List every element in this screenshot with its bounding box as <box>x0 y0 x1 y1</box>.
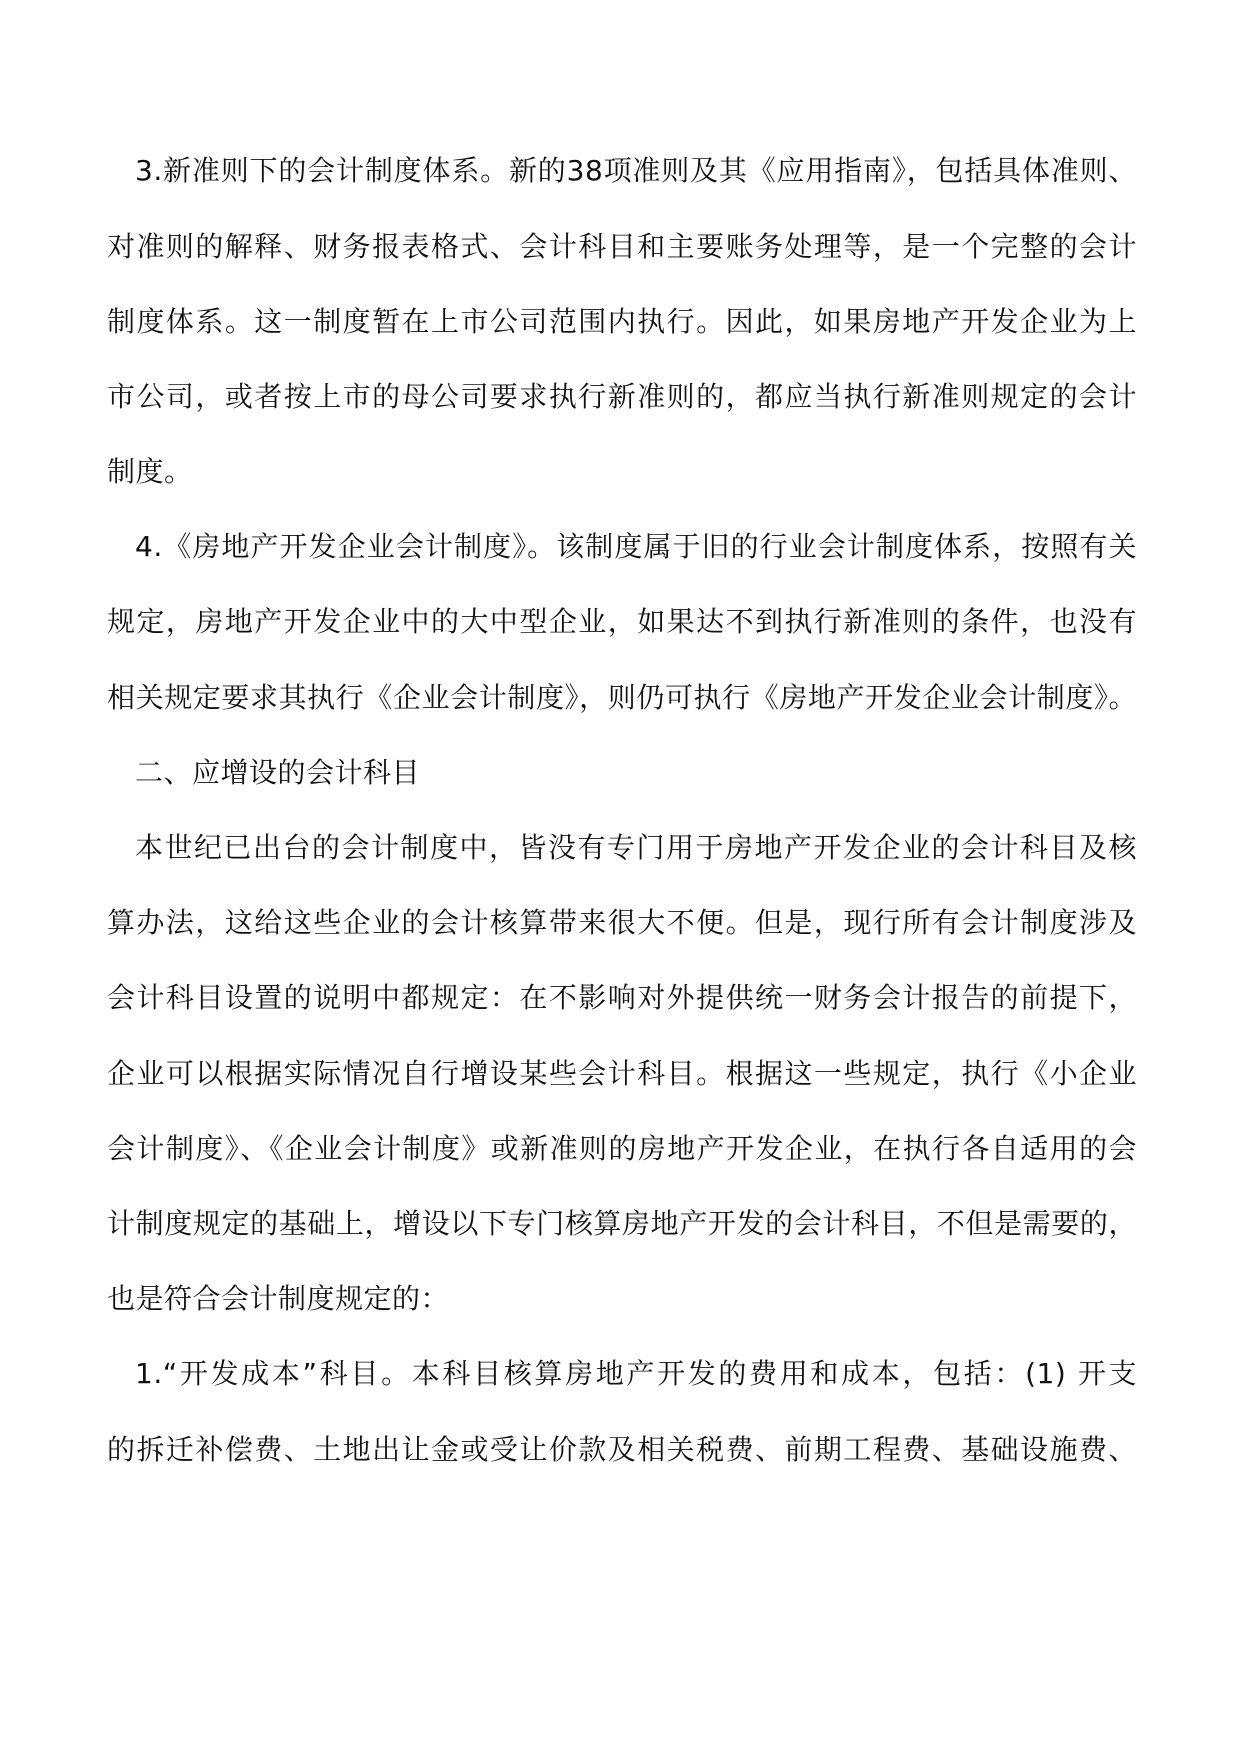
section-heading: 二、应增设的会计科目 <box>135 756 421 789</box>
text-line: 会计制度》、《企业会计制度》或新准则的房地产开发企业，在执行各自适用的会 <box>107 1132 1137 1165</box>
text-line: 3.新准则下的会计制度体系。新的38项准则及其《应用指南》，包括具体准则、 <box>135 154 1137 187</box>
text-line: 会计科目设置的说明中都规定：在不影响对外提供统一财务会计报告的前提下， <box>107 981 1137 1014</box>
text-line: 规定，房地产开发企业中的大中型企业，如果达不到执行新准则的条件，也没有 <box>107 605 1137 638</box>
text-line: 企业可以根据实际情况自行增设某些会计科目。根据这一些规定，执行《小企业 <box>107 1057 1137 1090</box>
text-line: 也是符合会计制度规定的： <box>107 1282 450 1315</box>
text-line: 计制度规定的基础上，增设以下专门核算房地产开发的会计科目，不但是需要的， <box>107 1207 1137 1240</box>
text-line: 相关规定要求其执行《企业会计制度》，则仍可执行《房地产开发企业会计制度》。 <box>107 681 1137 714</box>
text-line: 1.“开发成本”科目。本科目核算房地产开发的费用和成本，包括：(1) 开支 <box>135 1357 1137 1390</box>
text-line: 制度。 <box>107 455 193 488</box>
text-line: 4.《房地产开发企业会计制度》。该制度属于旧的行业会计制度体系，按照有关 <box>135 530 1137 563</box>
text-line: 算办法，这给这些企业的会计核算带来很大不便。但是，现行所有会计制度涉及 <box>107 906 1137 939</box>
text-line: 本世纪已出台的会计制度中，皆没有专门用于房地产开发企业的会计科目及核 <box>135 831 1137 864</box>
text-line: 的拆迁补偿费、土地出让金或受让价款及相关税费、前期工程费、基础设施费、 <box>107 1433 1137 1466</box>
text-line: 对准则的解释、财务报表格式、会计科目和主要账务处理等，是一个完整的会计 <box>107 230 1137 263</box>
text-line: 市公司，或者按上市的母公司要求执行新准则的，都应当执行新准则规定的会计 <box>107 380 1137 413</box>
text-line: 制度体系。这一制度暂在上市公司范围内执行。因此，如果房地产开发企业为上 <box>107 305 1137 338</box>
